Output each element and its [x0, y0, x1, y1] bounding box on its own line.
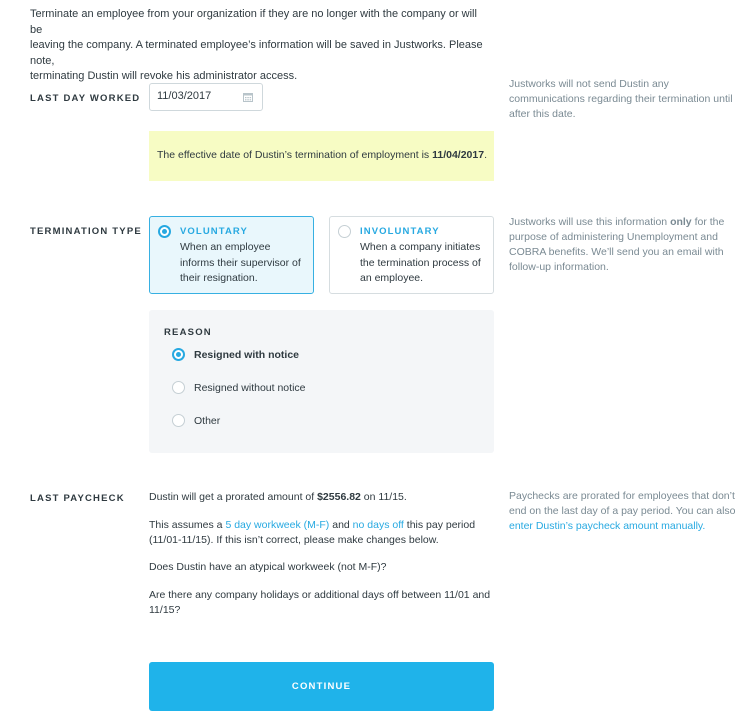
side-note-line: Paychecks are prorated for employees that don’t [509, 490, 735, 502]
side-note-text: Justworks will use this information [509, 216, 671, 228]
desc-line: an employee. [360, 272, 424, 284]
last-day-date-input[interactable] [157, 90, 237, 102]
side-note-line: communications regarding their termination until [509, 93, 733, 105]
voluntary-option-card[interactable] [149, 216, 314, 294]
workweek-link[interactable]: 5 day workweek (M-F) [225, 519, 330, 531]
reason-radio-without-notice[interactable] [172, 381, 185, 394]
paycheck-amount: $2556.82 [317, 491, 361, 503]
assumption-line [149, 518, 475, 533]
paycheck-summary-text: Dustin will get a prorated amount of [149, 491, 318, 503]
side-note-text: for the [691, 216, 725, 228]
desc-line: When a company initiates [360, 241, 481, 253]
reason-option-label: Other [194, 415, 221, 427]
holidays-link-line[interactable]: 11/15? [149, 604, 181, 616]
notice-text: The effective date of Dustin’s termination of employment is [157, 149, 433, 161]
assumption-text: This assumes a [149, 519, 226, 531]
side-note-line: end on the last day of a pay period. You can also [509, 505, 736, 517]
reason-panel [149, 310, 494, 453]
side-note-line: after this date. [509, 108, 576, 120]
last-day-side-note [509, 77, 744, 122]
termination-type-side-note [509, 215, 744, 275]
intro-line: leaving the company. A terminated employee’s information will be saved in Justworks. Please note, [30, 39, 483, 67]
paycheck-assumption [149, 518, 475, 548]
reason-option-label: Resigned with notice [194, 349, 300, 361]
effective-date-notice [149, 131, 494, 181]
assumption-text: this pay period [403, 519, 476, 531]
intro-line: terminating Dustin will revoke his administrator access. [30, 70, 298, 82]
paycheck-summary [149, 490, 407, 505]
voluntary-description [180, 240, 310, 287]
involuntary-radio[interactable] [338, 225, 351, 238]
manual-paycheck-link[interactable]: enter Dustin’s paycheck amount manually. [509, 520, 706, 532]
last-paycheck-label: LAST PAYCHECK [30, 493, 125, 504]
holidays-link[interactable] [149, 588, 490, 618]
involuntary-option-card[interactable] [329, 216, 494, 294]
voluntary-title: VOLUNTARY [180, 226, 248, 237]
termination-type-label: TERMINATION TYPE [30, 226, 142, 237]
involuntary-title: INVOLUNTARY [360, 226, 440, 237]
calendar-icon[interactable] [243, 92, 253, 102]
side-note-line: COBRA benefits. We’ll send you an email with [509, 246, 724, 258]
intro-text [30, 7, 485, 85]
notice-suffix: . [484, 149, 487, 161]
last-day-worked-label: LAST DAY WORKED [30, 93, 141, 104]
side-note-line: purpose of administering Unemployment and [509, 231, 718, 243]
last-day-date-field[interactable] [149, 83, 263, 111]
desc-line: informs their supervisor of [180, 256, 301, 269]
side-note-line [509, 215, 744, 230]
side-note-emphasis: only [670, 216, 692, 228]
atypical-workweek-link[interactable]: Does Dustin have an atypical workweek (not M-F)? [149, 561, 387, 573]
reason-radio-with-notice[interactable] [172, 348, 185, 361]
notice-date: 11/04/2017 [432, 149, 485, 161]
reason-label: REASON [164, 327, 212, 338]
side-note-line: follow-up information. [509, 261, 609, 273]
continue-button[interactable]: CONTINUE [149, 662, 494, 711]
desc-line: their resignation. [180, 272, 258, 284]
desc-line: the termination process of [360, 256, 481, 269]
reason-radio-other[interactable] [172, 414, 185, 427]
days-off-link[interactable]: no days off [352, 519, 404, 531]
paycheck-summary-text: on 11/15. [360, 491, 407, 503]
reason-option-label: Resigned without notice [194, 382, 306, 394]
assumption-text: and [329, 519, 353, 531]
paycheck-side-note [509, 489, 744, 534]
involuntary-description [360, 240, 490, 287]
voluntary-radio[interactable] [158, 225, 171, 238]
assumption-line: (11/01-11/15). If this isn’t correct, please make changes below. [149, 534, 439, 546]
side-note-line: Justworks will not send Dustin any [509, 78, 669, 90]
intro-line: Terminate an employee from your organization if they are no longer with the company or will be [30, 8, 477, 36]
holidays-link-line[interactable]: Are there any company holidays or additional days off between 11/01 and [149, 589, 491, 601]
desc-line: When an employee [180, 241, 271, 253]
